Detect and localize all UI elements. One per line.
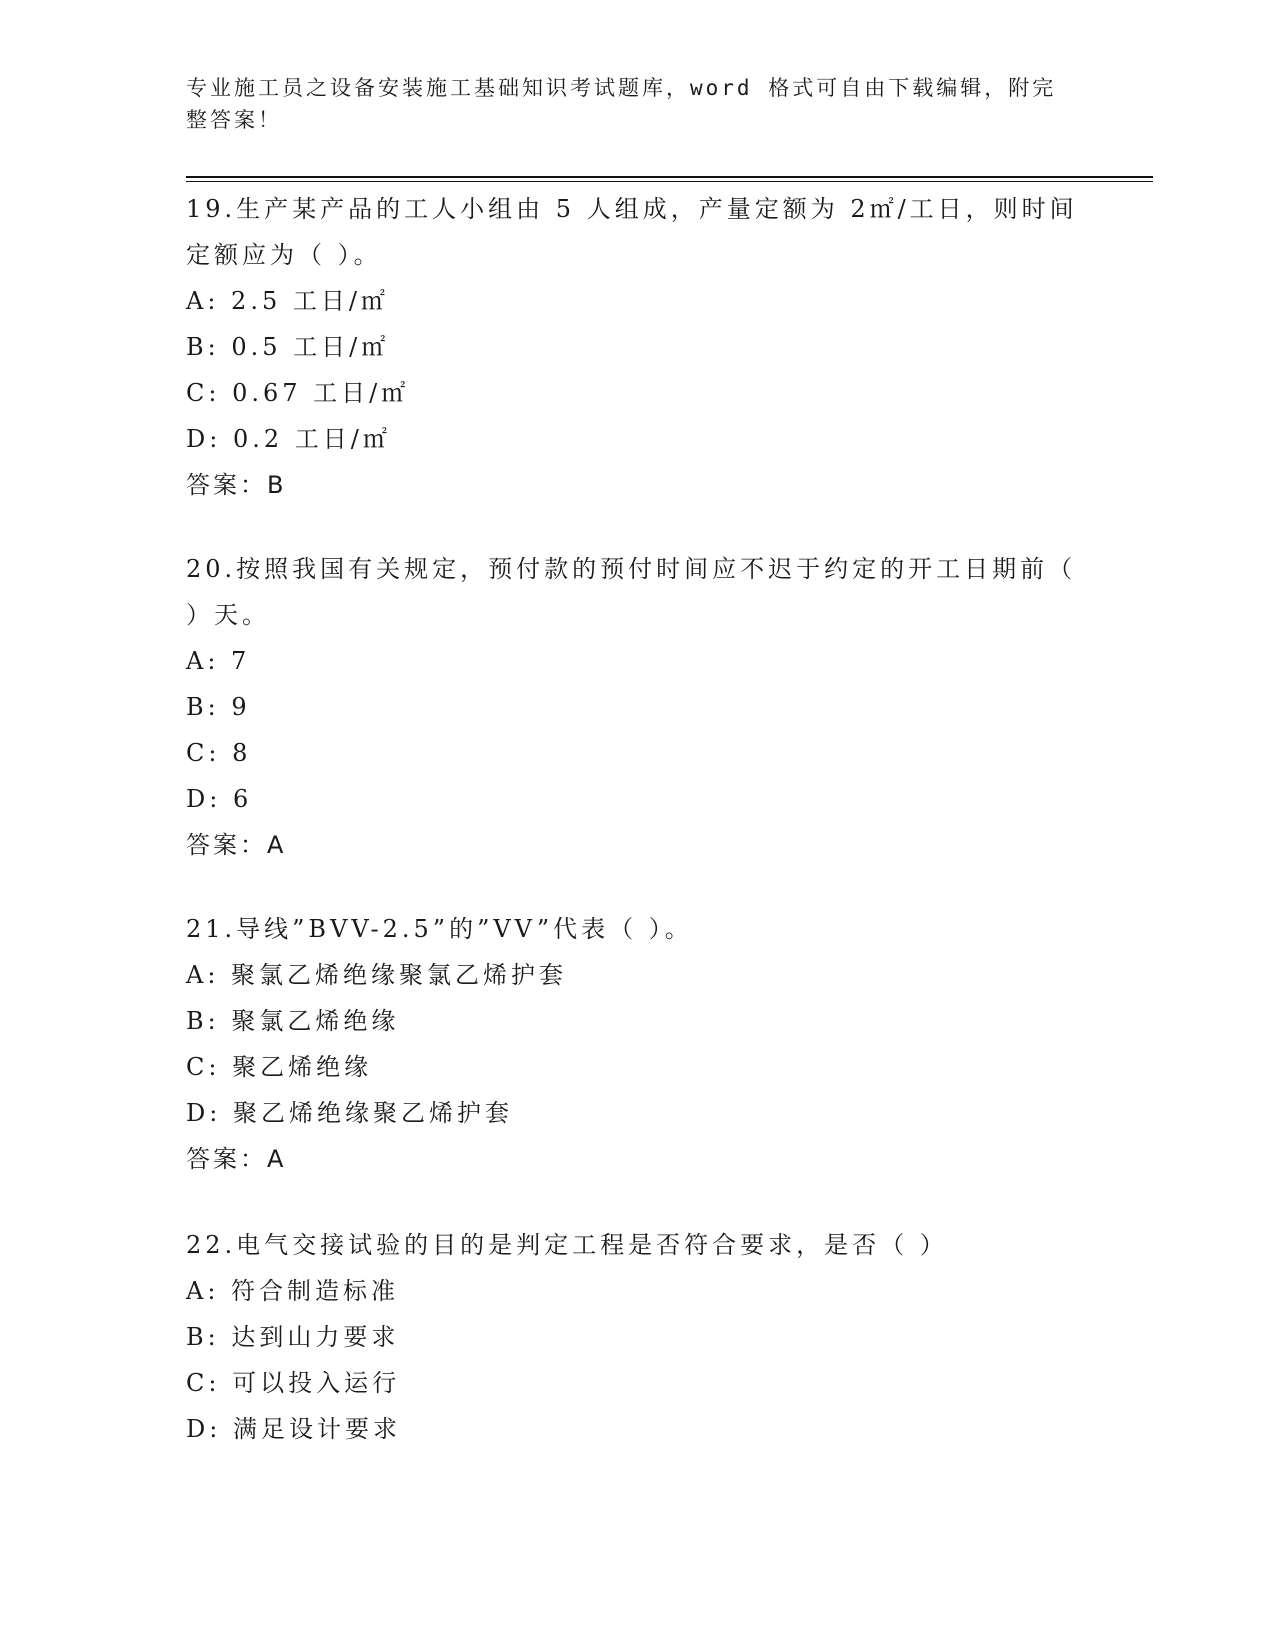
- option-c: C: 8: [186, 739, 252, 767]
- option-b: B: 0.5 工日/㎡: [186, 333, 390, 361]
- option-c: C: 聚乙烯绝缘: [186, 1053, 373, 1081]
- question-20: [186, 546, 1086, 868]
- option-d: D: 满足设计要求: [186, 1415, 401, 1443]
- option-a: A: 7: [186, 647, 251, 675]
- option-b: B: 9: [186, 693, 251, 721]
- option-c: C: 可以投入运行: [186, 1369, 401, 1397]
- header-divider-thin: [186, 181, 1153, 182]
- option-b: B: 聚氯乙烯绝缘: [186, 1007, 400, 1035]
- question-stem: 21.导线”BVV-2.5”的”VV”代表（ ）。: [186, 915, 693, 943]
- option-a: A: 符合制造标准: [186, 1277, 400, 1305]
- answer: 答案：A: [186, 1145, 287, 1173]
- option-d: D: 0.2 工日/㎡: [186, 425, 391, 453]
- answer: 答案：A: [186, 831, 287, 859]
- question-stem: 19.生产某产品的工人小组由 5 人组成，产量定额为 2㎡/工日，则时间定额应为（ ）。: [186, 195, 1078, 269]
- option-d: D: 聚乙烯绝缘聚乙烯护套: [186, 1099, 513, 1127]
- question-stem: 20.按照我国有关规定，预付款的预付时间应不迟于约定的开工日期前（ ）天。: [186, 555, 1077, 629]
- question-21: [186, 906, 1086, 1182]
- option-d: D: 6: [186, 785, 253, 813]
- option-c: C: 0.67 工日/㎡: [186, 379, 410, 407]
- document-header: 专业施工员之设备安装施工基础知识考试题库，word 格式可自由下载编辑，附完整答案！: [186, 76, 1057, 132]
- option-a: A: 2.5 工日/㎡: [186, 287, 389, 315]
- header-divider-thick: [186, 176, 1153, 178]
- option-a: A: 聚氯乙烯绝缘聚氯乙烯护套: [186, 961, 568, 989]
- option-b: B: 达到山力要求: [186, 1323, 400, 1351]
- question-19: [186, 186, 1086, 508]
- question-stem: 22.电气交接试验的目的是判定工程是否符合要求，是否（ ）: [186, 1231, 948, 1259]
- answer: 答案：B: [186, 471, 287, 499]
- question-22: [186, 1222, 1086, 1452]
